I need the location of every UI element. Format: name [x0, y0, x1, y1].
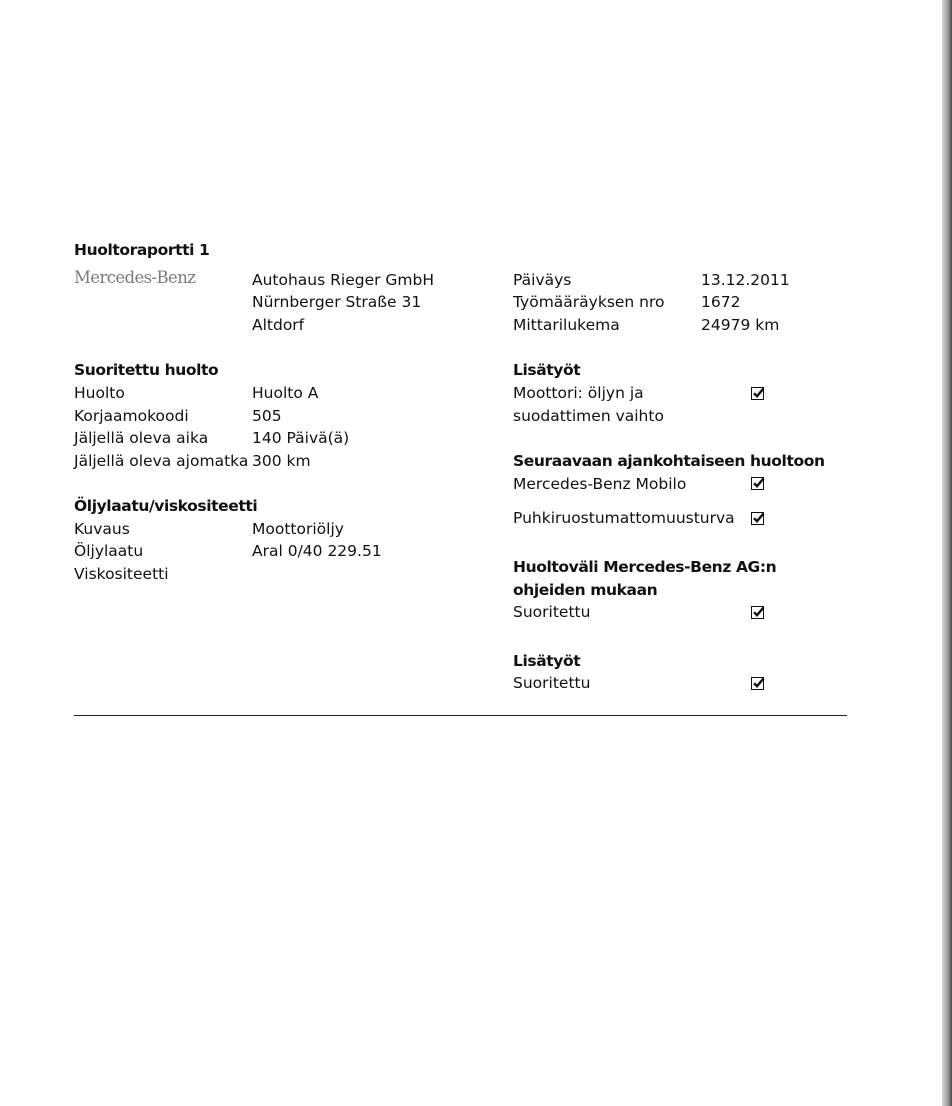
remaining-time-value: 140 Päivä(ä) [252, 429, 350, 447]
description-label: Kuvaus [74, 520, 130, 538]
additional-work-2-label: Suoritettu [513, 674, 591, 692]
order-number-label: Työmääräyksen nro [513, 293, 665, 311]
oil-change-checkbox[interactable] [751, 387, 764, 400]
workshop-code-label: Korjaamokoodi [74, 407, 189, 425]
interval-heading: Huoltoväli Mercedes-Benz AG:n ohjeiden mukaan [513, 558, 777, 599]
date-label: Päiväys [513, 271, 572, 289]
viscosity-label: Viskositeetti [74, 565, 169, 583]
remaining-time-label: Jäljellä oleva aika [74, 429, 209, 447]
next-service-heading: Seuraavaan ajankohtaiseen huoltoon [513, 452, 825, 470]
brand-logo: Mercedes-Benz [74, 268, 196, 287]
checkmark-icon [751, 476, 765, 490]
date-value: 13.12.2011 [701, 271, 790, 289]
workshop-code-value: 505 [252, 407, 282, 425]
checkmark-icon [751, 511, 765, 525]
rust-warranty-label: Puhkiruostumattomuusturva [513, 509, 735, 527]
oil-heading: Öljylaatu/viskositeetti [74, 497, 258, 515]
checkmark-icon [751, 676, 765, 690]
service-value: Huolto A [252, 384, 319, 402]
service-heading: Suoritettu huolto [74, 361, 219, 379]
remaining-distance-value: 300 km [252, 452, 311, 470]
additional-work-heading: Lisätyöt [513, 361, 581, 379]
scrollbar[interactable] [942, 0, 952, 1106]
mileage-label: Mittarilukema [513, 316, 620, 334]
dealer-city: Altdorf [252, 316, 305, 334]
additional-work-2-checkbox[interactable] [751, 677, 764, 690]
mobilo-label: Mercedes-Benz Mobilo [513, 475, 687, 493]
oil-change-label: Moottori: öljyn ja suodattimen vaihto [513, 384, 664, 425]
description-value: Moottoriöljy [252, 520, 344, 538]
oil-quality-label: Öljylaatu [74, 542, 144, 560]
rust-warranty-checkbox[interactable] [751, 512, 764, 525]
oil-quality-value: Aral 0/40 229.51 [252, 542, 382, 560]
dealer-street: Nürnberger Straße 31 [252, 293, 422, 311]
report-title: Huoltoraportti 1 [74, 241, 210, 259]
mileage-value: 24979 km [701, 316, 780, 334]
remaining-distance-label: Jäljellä oleva ajomatka [74, 452, 249, 470]
interval-performed-label: Suoritettu [513, 603, 591, 621]
order-number-value: 1672 [701, 293, 741, 311]
interval-checkbox[interactable] [751, 606, 764, 619]
dealer-name: Autohaus Rieger GmbH [252, 271, 435, 289]
service-label: Huolto [74, 384, 125, 402]
mobilo-checkbox[interactable] [751, 477, 764, 490]
checkmark-icon [751, 386, 765, 400]
checkmark-icon [751, 605, 765, 619]
divider-line [74, 715, 847, 716]
additional-work-2-heading: Lisätyöt [513, 652, 581, 670]
